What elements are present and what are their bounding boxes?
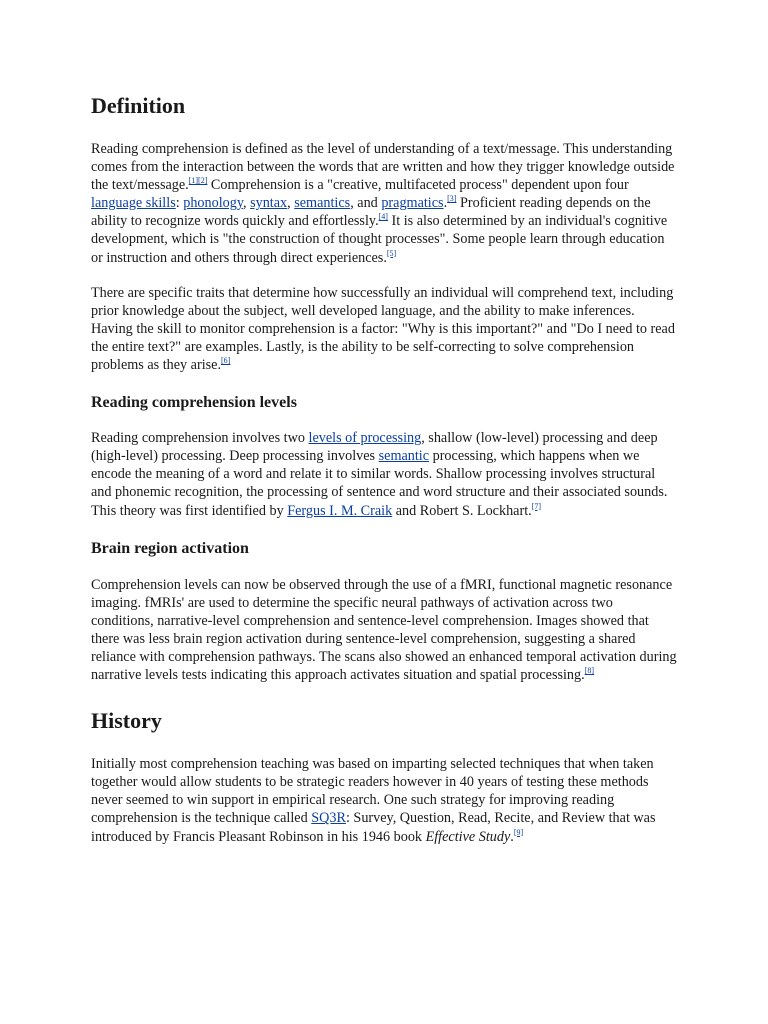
text-run: :: [175, 195, 184, 212]
reference-link-1[interactable]: [1]: [188, 176, 199, 186]
definition-paragraph-1: [91, 140, 679, 267]
reference-link-7[interactable]: [7]: [531, 501, 542, 511]
definition-paragraph-2: [91, 284, 679, 374]
link-phonology[interactable]: phonology: [183, 195, 243, 212]
reference-link-9[interactable]: [9]: [513, 827, 524, 837]
link-semantics[interactable]: semantics: [294, 195, 351, 212]
history-paragraph: [91, 755, 679, 845]
reference-1[interactable]: [189, 176, 198, 185]
reference-link-3[interactable]: [3]: [447, 194, 457, 204]
section-title-definition: Definition: [91, 93, 186, 118]
reference-link-6[interactable]: [6]: [221, 356, 231, 366]
section-title-history: History: [91, 708, 162, 734]
reference-5[interactable]: [387, 249, 396, 258]
text-run: .: [510, 828, 514, 845]
subsection-title-levels: Reading comprehension levels: [91, 394, 297, 412]
reference-link-8[interactable]: [8]: [584, 666, 594, 676]
brain-paragraph: [91, 576, 679, 685]
text-run: : Survey, Question, Read, Recite, and Review that was introduced by Francis Pleasant Robinson in his 1946 book: [91, 810, 656, 845]
link-sq3r[interactable]: SQ3R: [311, 810, 346, 827]
text-run: ,: [287, 195, 295, 212]
link-levels-of-processing[interactable]: levels of processing: [308, 430, 422, 447]
text-run: Reading comprehension is defined as the level of understanding of a text/message. This understanding comes from the interaction between the words that are written and how they trigger knowledge outside the text/message.: [91, 141, 675, 194]
reference-link-4[interactable]: [4]: [378, 212, 388, 222]
reference-8[interactable]: [585, 666, 594, 675]
reference-9[interactable]: [514, 828, 523, 837]
link-language-skills[interactable]: language skills: [91, 195, 176, 212]
reference-2[interactable]: [198, 176, 207, 185]
document-page: [91, 88, 679, 846]
text-run: Initially most comprehension teaching was based on imparting selected techniques that when taken together would allow students to be strategic readers however in 40 years of testing these methods never seemed to win support in empirical research. One such strategy for improving reading comprehension is the technique called: [91, 756, 654, 827]
reference-link-5[interactable]: [5]: [386, 248, 397, 258]
reference-link-2[interactable]: [2]: [198, 176, 208, 186]
link-syntax[interactable]: syntax: [250, 195, 288, 212]
text-run: .: [443, 195, 448, 212]
book-title: Effective Study: [425, 828, 511, 845]
levels-paragraph: [91, 429, 679, 519]
reference-7[interactable]: [532, 502, 541, 511]
text-run: and Robert S. Lockhart.: [392, 502, 532, 519]
link-pragmatics[interactable]: pragmatics: [381, 195, 444, 212]
text-run: Comprehension levels can now be observed through the use of a fMRI, functional magnetic resonance imaging. fMRIs' are used to determine the specific neural pathways of activation across two conditions, narrative-level comprehension and sentence-level comprehension. Images showed that there was less brain region activation during sentence-level comprehension, suggesting a shared reliance with comprehension pathways. The scans also showed an enhanced temporal activation during narrative levels tests indicating this approach activates situation and spatial processing.: [91, 576, 677, 684]
subsection-title-brain: Brain region activation: [91, 539, 249, 557]
text-run: , and: [350, 195, 382, 212]
link-semantic[interactable]: semantic: [378, 448, 430, 465]
text-run: Proficient reading depends on the ability to recognize words quickly and effortlessly.: [91, 195, 651, 230]
text-run: Comprehension is a "creative, multifaceted process" dependent upon four: [207, 177, 629, 194]
text-run: , shallow (low-level) processing and deep (high-level) processing. Deep processing involves: [91, 430, 658, 465]
link-fergus-craik[interactable]: Fergus I. M. Craik: [287, 502, 393, 519]
text-run: It is also determined by an individual's cognitive development, which is "the construction of thought processes". Some people learn through education or instruction and others through direct experiences.: [91, 213, 668, 266]
text-run: There are specific traits that determine how successfully an individual will comprehend text, including prior knowledge about the subject, well developed language, and the ability to make inferences. Having the skill to monitor comprehension is a factor: "Why is this important?" and "Do I need to read the entire text?" are examples. Lastly, is the ability to be self-correcting to solve comprehension problems as they arise.: [91, 284, 675, 374]
reference-6[interactable]: [221, 356, 230, 365]
text-run: ,: [243, 195, 251, 212]
text-run: Reading comprehension involves two: [91, 430, 309, 447]
text-run: processing, which happens when we encode the meaning of a word and relate it to similar words. Shallow processing involves structural and phonemic recognition, the processing of sentence and word structure and their associated sounds. This theory was first identified by: [91, 448, 668, 519]
reference-4[interactable]: [379, 212, 388, 221]
